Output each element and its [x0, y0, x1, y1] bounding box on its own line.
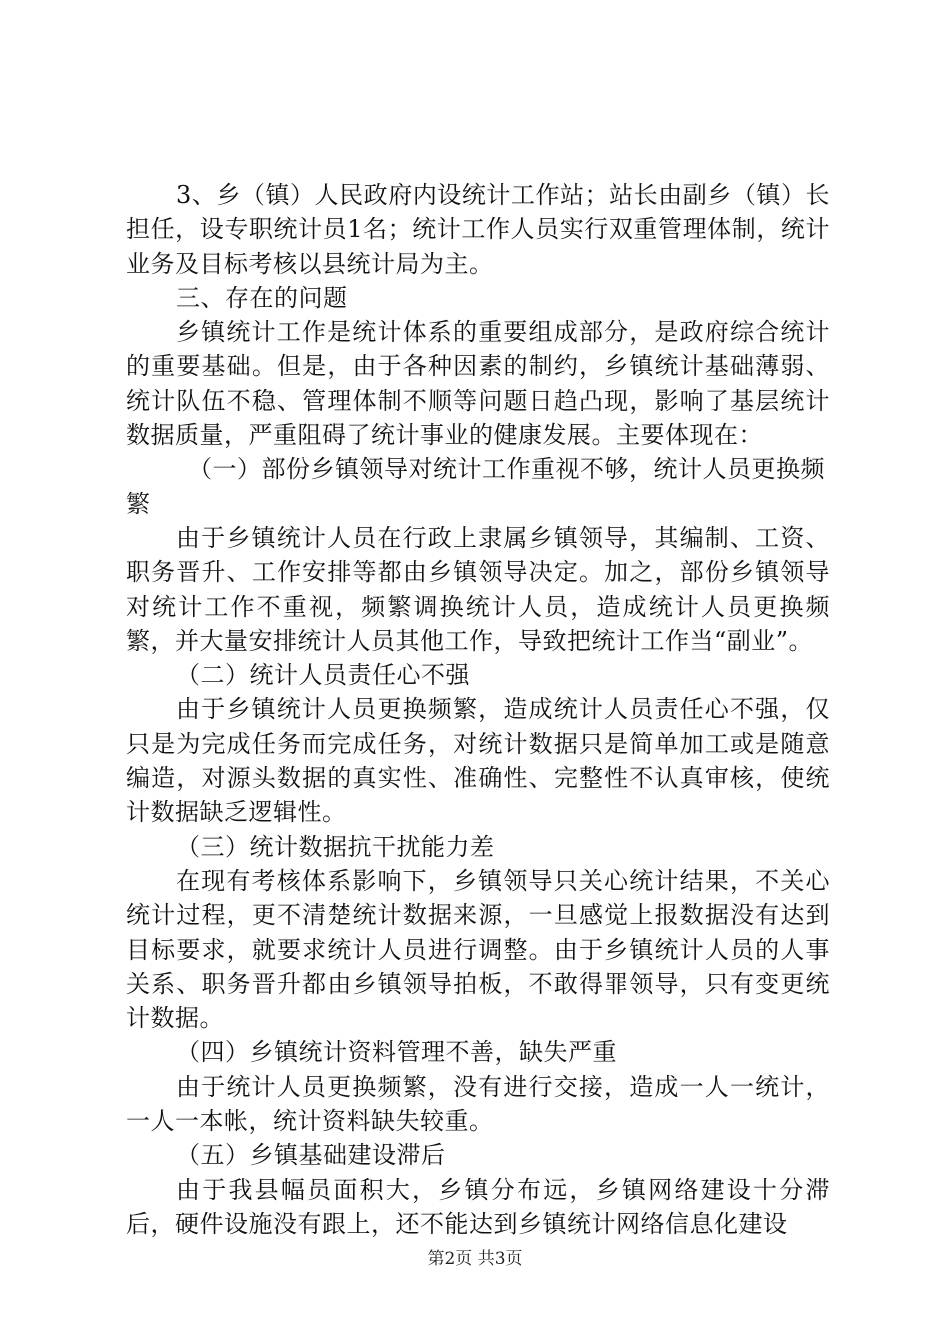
- section-heading-problems: 三、存在的问题: [176, 283, 348, 312]
- paragraph-5: 由于我县幅员面积大，乡镇分布远，乡镇网络建设十分滞后，硬件设施没有跟上，还不能达到乡镇统计网络信息化建设: [126, 1175, 830, 1238]
- subheading-3: （三）统计数据抗干扰能力差: [176, 832, 495, 861]
- paragraph-problems-intro: 乡镇统计工作是统计体系的重要组成部分，是政府综合统计的重要基础。但是，由于各种因素的制约，乡镇统计基础薄弱、统计队伍不稳、管理体制不顺等问题日趋凸现，影响了基层统计数据质量，严重阻碍了统计事业的健康发展。主要体现在：: [126, 318, 830, 450]
- paragraph-3: 在现有考核体系影响下，乡镇领导只关心统计结果，不关心统计过程，更不清楚统计数据来源，一旦感觉上报数据没有达到目标要求，就要求统计人员进行调整。由于乡镇统计人员的人事关系、职务晋升都由乡镇领导拍板，不敢得罪领导，只有变更统计数据。: [126, 866, 830, 1033]
- paragraph-2: 由于乡镇统计人员更换频繁，造成统计人员责任心不强，仅只是为完成任务而完成任务，对统计数据只是简单加工或是随意编造，对源头数据的真实性、准确性、完整性不认真审核，使统计数据缺乏逻辑性。: [126, 695, 830, 827]
- document-body: [126, 178, 830, 1241]
- paragraph-1: 由于乡镇统计人员在行政上隶属乡镇领导，其编制、工资、职务晋升、工作安排等都由乡镇领导决定。加之，部份乡镇领导对统计工作不重视，频繁调换统计人员，造成统计人员更换频繁，并大量安排统计人员其他工作，导致把统计工作当“副业”。: [126, 523, 830, 655]
- paragraph-4: 由于统计人员更换频繁，没有进行交接，造成一人一统计，一人一本帐，统计资料缺失较重。: [126, 1072, 830, 1136]
- page-number-footer: 第2页 共3页: [427, 1249, 523, 1269]
- subheading-1: （一）部份乡镇领导对统计工作重视不够，统计人员更换频繁: [126, 455, 825, 518]
- subheading-5: （五）乡镇基础建设滞后: [176, 1141, 446, 1170]
- subheading-2: （二）统计人员责任心不强: [176, 661, 470, 690]
- subheading-4: （四）乡镇统计资料管理不善，缺失严重: [176, 1038, 617, 1067]
- paragraph-station-setup: 3、乡（镇）人民政府内设统计工作站；站长由副乡（镇）长担任，设专职统计员1名；统计工作人员实行双重管理体制，统计业务及目标考核以县统计局为主。: [126, 181, 830, 278]
